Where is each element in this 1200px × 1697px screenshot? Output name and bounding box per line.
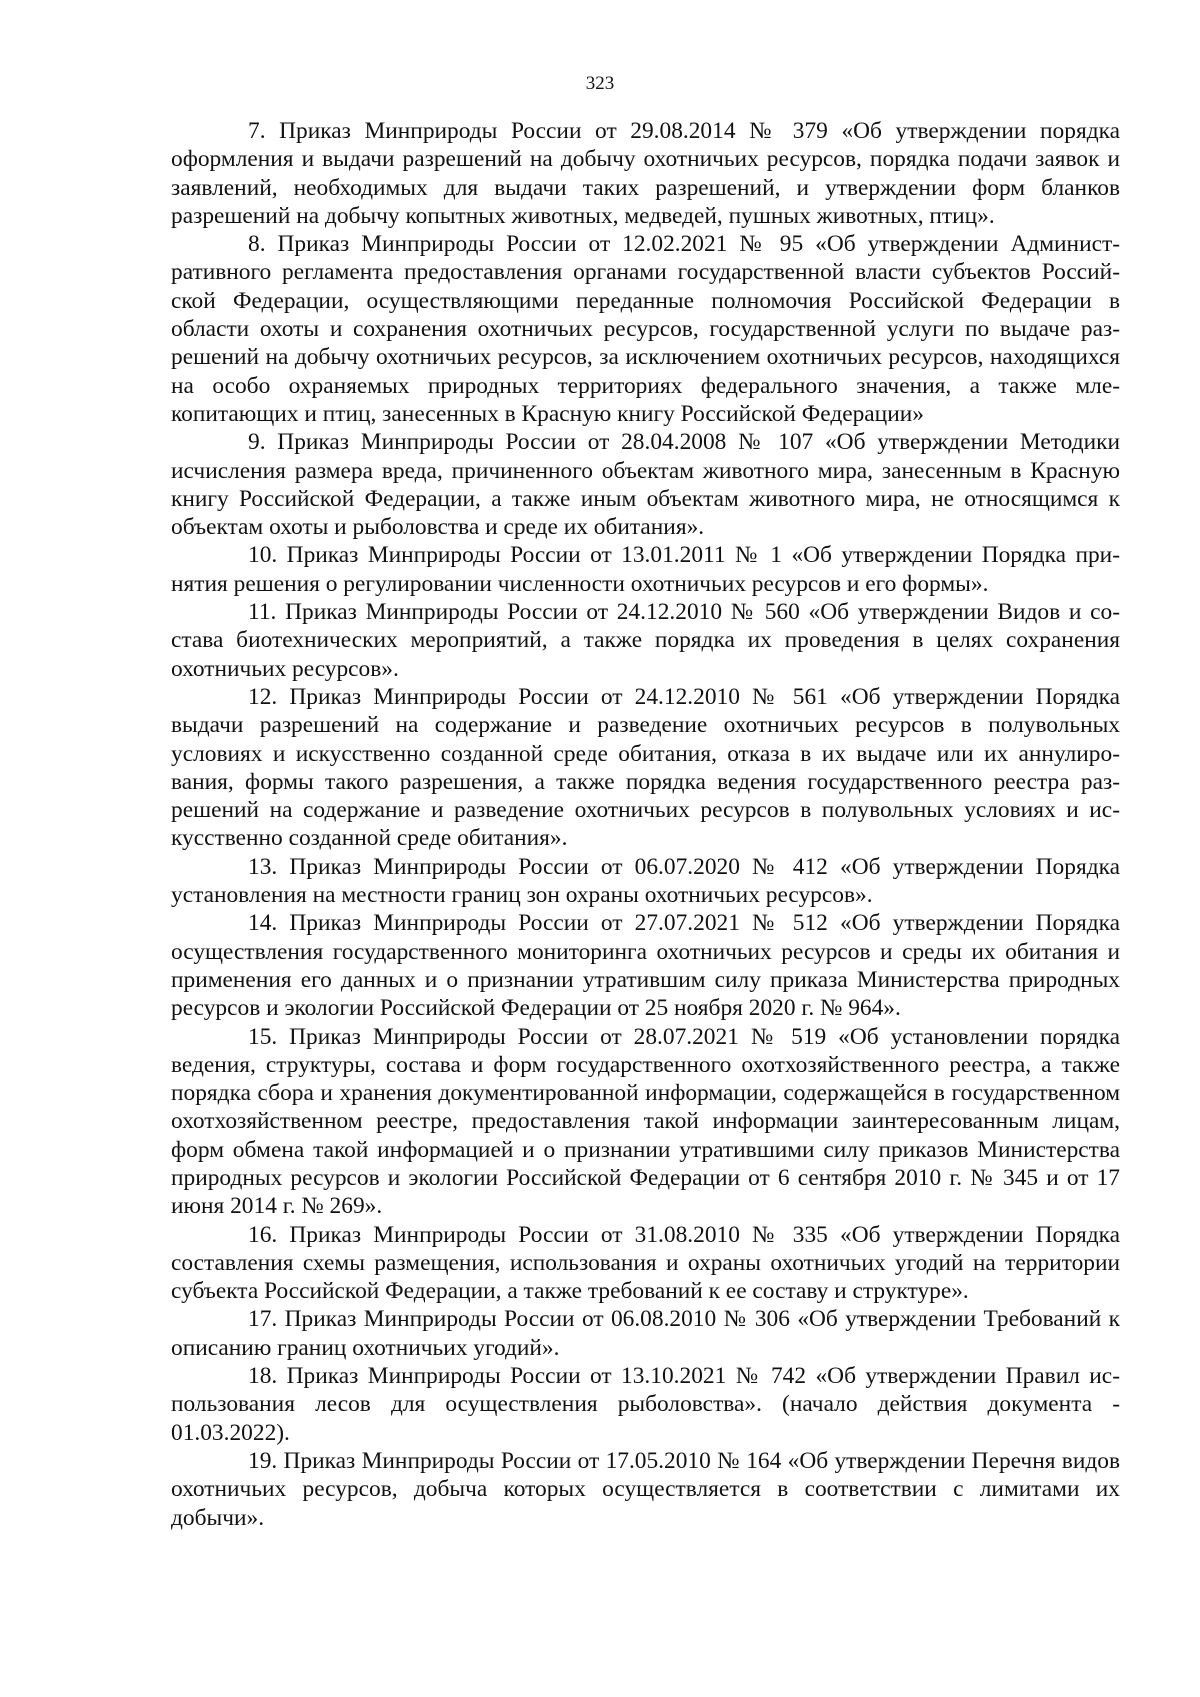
list-item: 15. Приказ Минприроды России от 28.07.2021 № 519 «Об установлении порядка ведения, структуры, состава и форм государственного охотхозяйственного реестра, а также порядка сбора и хранения документированной информации, содержащейся в государственном охотхозяйственном реестре, предоставления такой информации заинтересованным лицам, форм обмена такой информацией и о признании утратившими силу приказов Министерства природных ресурсов и экологии Российской Федерации от 6 сентября 2010 г. № 345 и от 17 июня 2014 г. № 269». [171,1023,1120,1220]
list-item: 12. Приказ Минприроды России от 24.12.2010 № 561 «Об утверждении Порядка выдачи разрешений на содержание и разведение охотничьих ресурсов в полувольных условиях и искусственно созданной среде обитания, отказа в их выдаче или их аннулирования, формы такого разрешения, а также порядка ведения государственного реестра разрешений на содержание и разведение охотничьих ресурсов в полувольных условиях и искусственно созданной среде обитания». [171,683,1120,852]
list-item: 16. Приказ Минприроды России от 31.08.2010 № 335 «Об утверждении Порядка составления схемы размещения, использования и охраны охотничьих угодий на территории субъекта Российской Федерации, а также требований к ее составу и структуре». [171,1221,1120,1305]
list-item: 19. Приказ Минприроды России от 17.05.2010 № 164 «Об утверждении Перечня видов охотничьих ресурсов, добыча которых осуществляется в соответствии с лимитами их добычи». [171,1447,1120,1531]
list-item: 14. Приказ Минприроды России от 27.07.2021 № 512 «Об утверждении Порядка осуществления государственного мониторинга охотничьих ресурсов и среды их обитания и применения его данных и о признании утратившим силу приказа Министерства природных ресурсов и экологии Российской Федерации от 25 ноября 2020 г. № 964». [171,910,1120,1022]
document-body [171,117,1120,1532]
page-number: 323 [585,73,615,94]
list-item: 7. Приказ Минприроды России от 29.08.2014 № 379 «Об утверждении порядка оформления и выдачи разрешений на добычу охотничьих ресурсов, порядка подачи заявок и заявлений, необходимых для выдачи таких разрешений, и утверждении форм бланков разрешений на добычу копытных животных, медведей, пушных животных, птиц». [171,118,1120,229]
list-item: 9. Приказ Минприроды России от 28.04.2008 № 107 «Об утверждении Методики исчисления размера вреда, причиненного объектам животного мира, занесенным в Красную книгу Российской Федерации, а также иным объектам животного мира, не относящимся к объектам охоты и рыболовства и среде их обитания». [171,429,1120,541]
list-item: 17. Приказ Минприроды России от 06.08.2010 № 306 «Об утверждении Требований к описанию границ охотничьих угодий». [171,1306,1120,1361]
list-item: 13. Приказ Минприроды России от 06.07.2020 № 412 «Об утверждении Порядка установления на местности границ зон охраны охотничьих ресурсов». [171,853,1120,909]
list-item: 10. Приказ Минприроды России от 13.01.2011 № 1 «Об утверждении Порядка принятия решения о регулировании численности охотничьих ресурсов и его формы». [171,542,1120,597]
list-item: 8. Приказ Минприроды России от 12.02.2021 № 95 «Об утверждении Административного регламента предоставления органами государственной власти субъектов Российской Федерации, осуществляющими переданные полномочия Российской Федерации в области охоты и сохранения охотничьих ресурсов, государственной услуги по выдаче разрешений на добычу охотничьих ресурсов, за исключением охотничьих ресурсов, находящихся на особо охраняемых природных территориях федерального значения, а также млекопитающих и птиц, занесенных в Красную книгу Российской Федерации» [171,231,1120,427]
list-item: 18. Приказ Минприроды России от 13.10.2021 № 742 «Об утверждении Правил использования лесов для осуществления рыболовства». (начало действия документа - 01.03.2022). [171,1363,1120,1446]
list-item: 11. Приказ Минприроды России от 24.12.2010 № 560 «Об утверждении Видов и состава биотехнических мероприятий, а также порядка их проведения в целях сохранения охотничьих ресурсов». [171,599,1120,682]
